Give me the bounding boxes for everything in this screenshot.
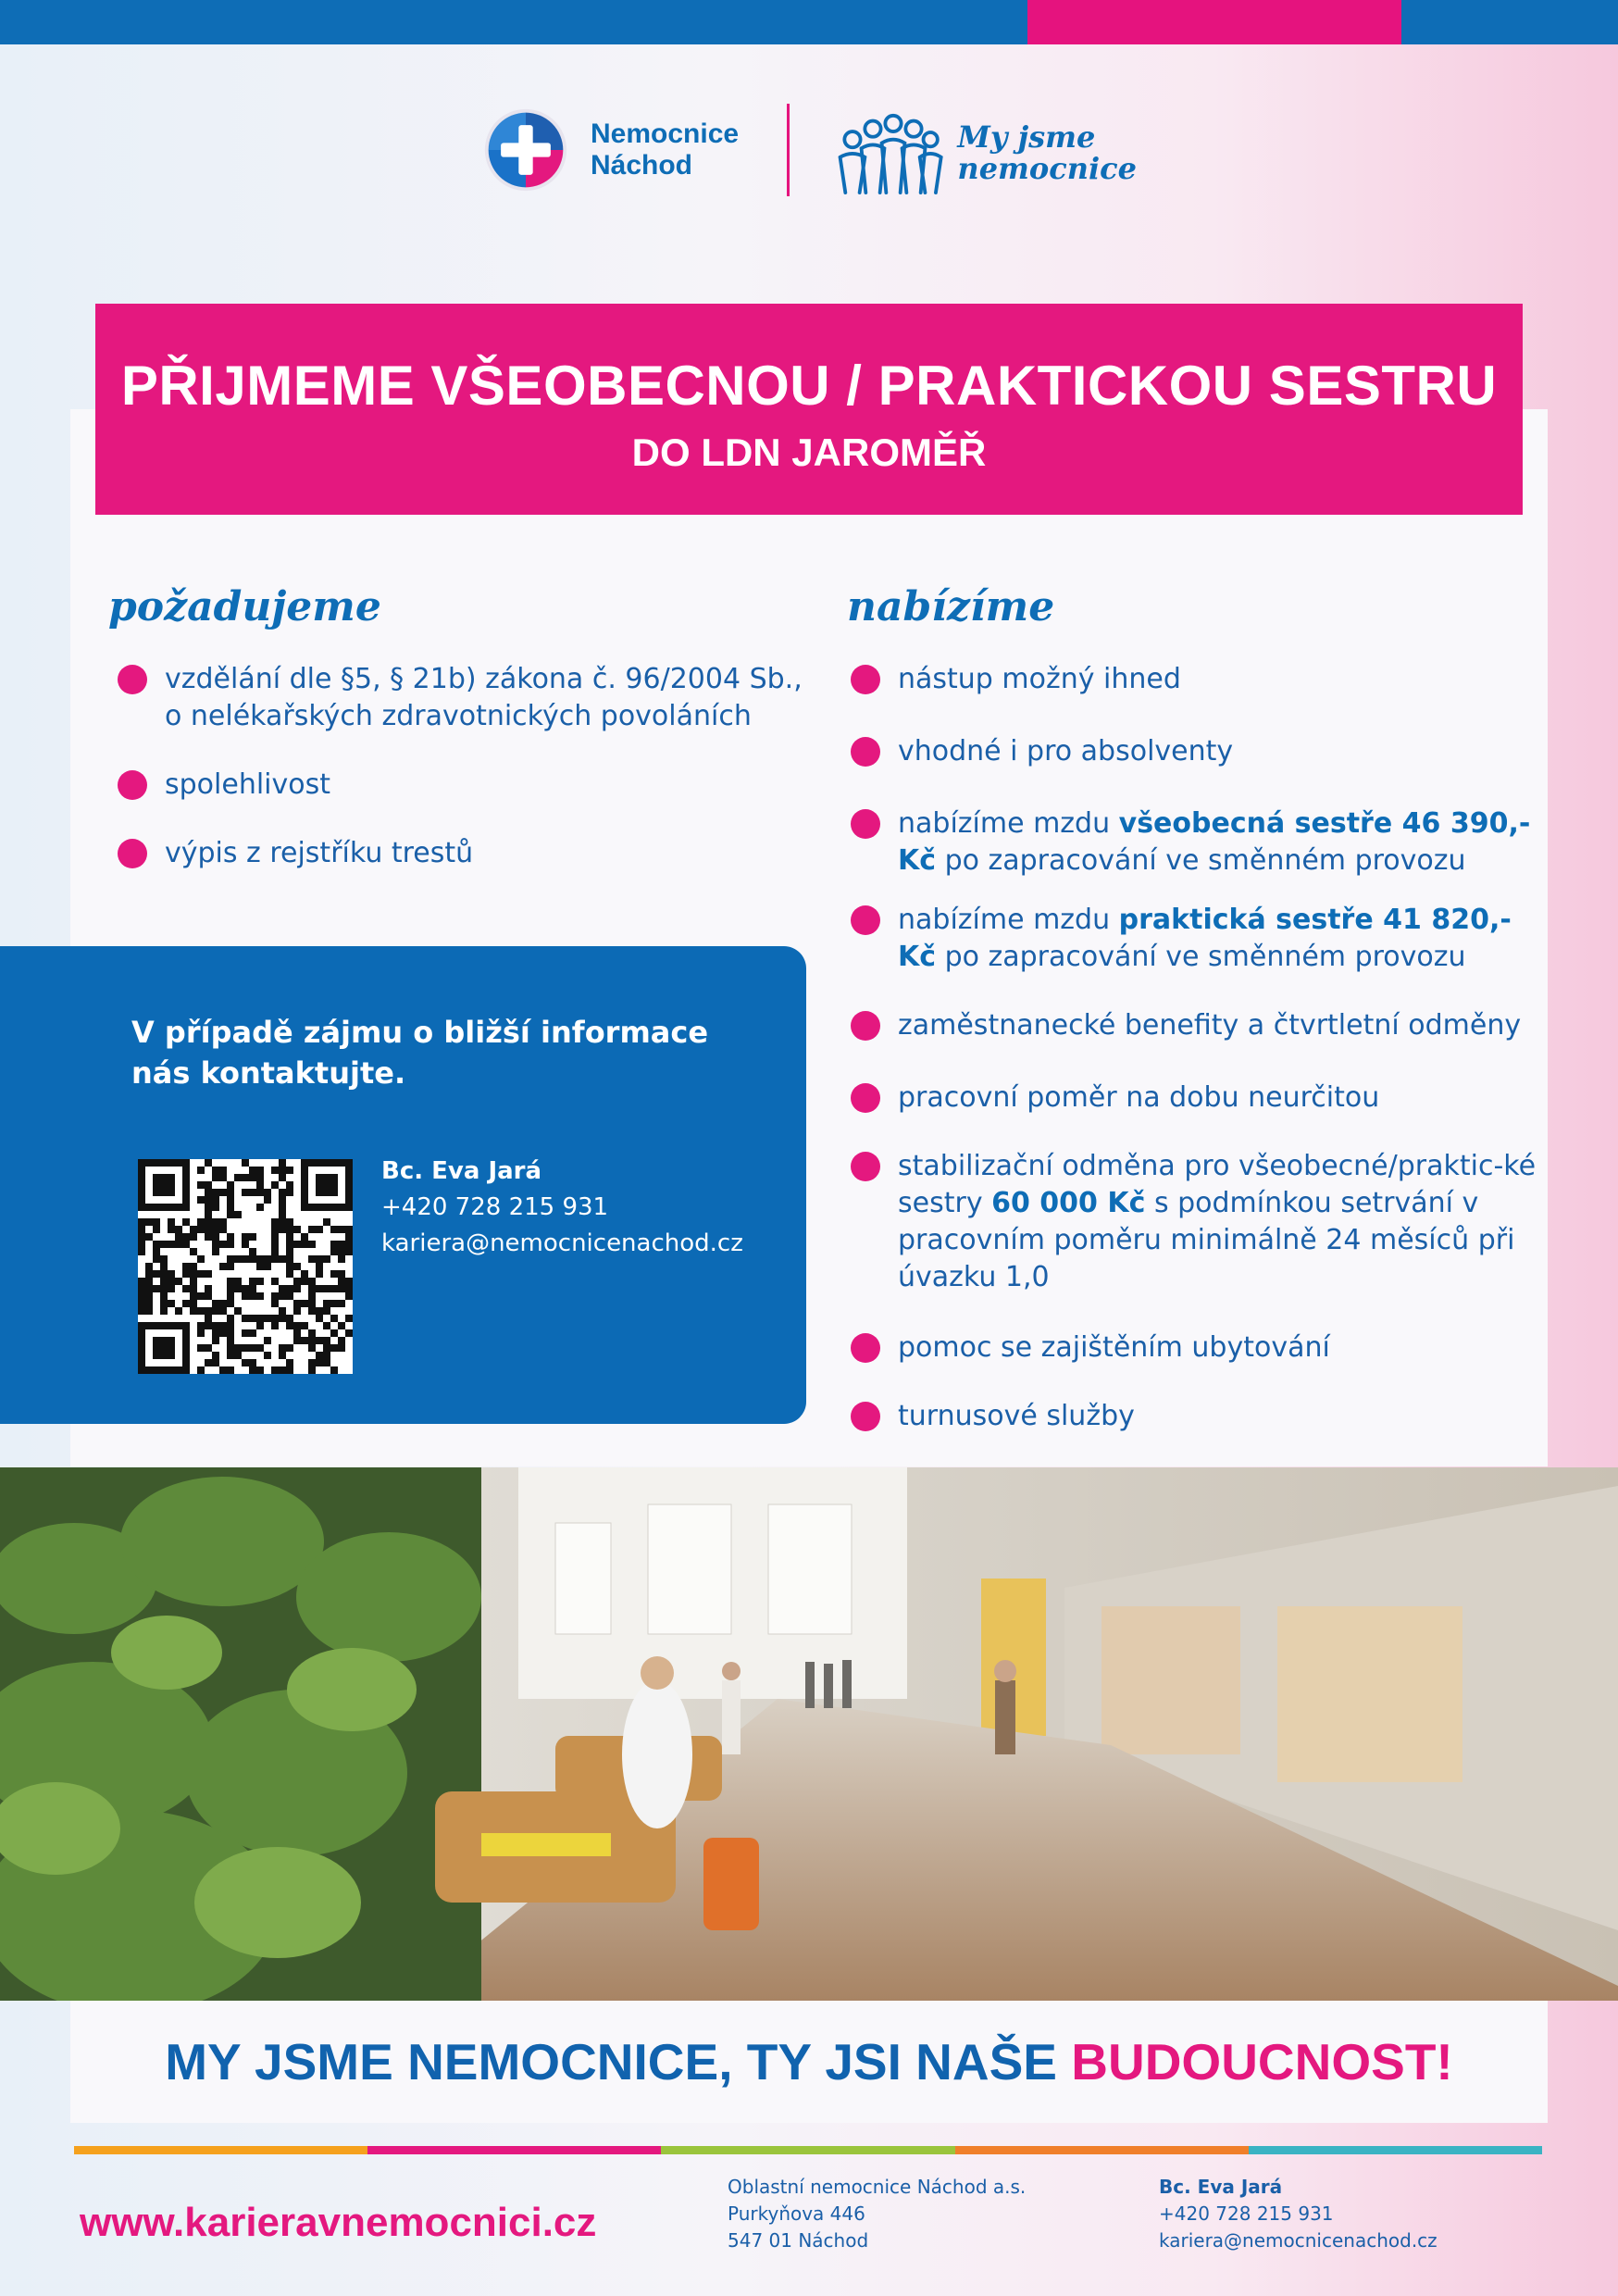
- requirements-heading: požadujeme: [108, 583, 381, 630]
- contact-person: [381, 1154, 743, 1262]
- top-bar-accent: [1027, 0, 1401, 44]
- hospital-logo: [481, 104, 778, 196]
- stripe-segment: [955, 2146, 1249, 2154]
- list-item: [851, 805, 1554, 880]
- offer-text: pracovní poměr na dobu neurčitou: [898, 1081, 1380, 1114]
- footer-contact-name: Bc. Eva Jará: [1159, 2176, 1283, 2198]
- offer-text: po zapracování ve směnném provozu: [936, 941, 1466, 973]
- slogan-main: MY JSME NEMOCNICE, TY JSI NAŠE: [165, 2033, 1072, 2090]
- offer-salary: praktická sestře 41 820,- Kč: [898, 904, 1512, 973]
- contact-intro: V případě zájmu o bližší informace nás kontaktujte.: [131, 1015, 709, 1091]
- list-item: [851, 1007, 1554, 1044]
- contact-phone[interactable]: +420 728 215 931: [381, 1193, 609, 1221]
- qr-code[interactable]: [138, 1159, 353, 1374]
- list-item: [851, 733, 1554, 770]
- hospital-hall-photo: [0, 1467, 1618, 2001]
- footer-contact-email[interactable]: kariera@nemocnicenachod.cz: [1159, 2229, 1438, 2252]
- list-item: [851, 1329, 1554, 1366]
- page-subtitle: DO LDN JAROMĚŘ: [631, 430, 987, 474]
- footer-contact: [1159, 2174, 1438, 2254]
- page-title: PŘIJMEME VŠEOBECNOU / PRAKTICKOU SESTRU: [120, 355, 1498, 417]
- offer-text: vhodné i pro absolventy: [898, 735, 1234, 767]
- offer-text: pomoc se zajištěním ubytování: [898, 1331, 1330, 1364]
- hospital-logo-text: Nemocnice Náchod: [591, 119, 740, 181]
- requirements-list: [118, 661, 821, 904]
- footer-color-stripe: [74, 2146, 1542, 2154]
- offer-salary: všeobecná sestře 46 390,- Kč: [898, 807, 1531, 877]
- list-item: [851, 1148, 1554, 1296]
- offer-text: stabilizační odměna pro všeobecné/praktic-ké sestry: [898, 1150, 1537, 1219]
- website-link[interactable]: www.karieravnemocnici.cz: [80, 2200, 597, 2245]
- offer-text: po zapracování ve směnném provozu: [936, 844, 1466, 877]
- stripe-segment: [1249, 2146, 1542, 2154]
- list-item: [851, 902, 1554, 976]
- list-item: [851, 1079, 1554, 1117]
- offer-bonus: 60 000 Kč: [991, 1187, 1146, 1219]
- offer-text: zaměstnanecké benefity a čtvrtletní odměny: [898, 1009, 1522, 1042]
- list-item: [851, 661, 1554, 698]
- company-city: 547 01 Náchod: [728, 2229, 869, 2252]
- company-name: Oblastní nemocnice Náchod a.s.: [728, 2176, 1027, 2198]
- list-item: spolehlivost: [118, 767, 821, 804]
- company-address: [728, 2174, 1026, 2254]
- stripe-segment: [74, 2146, 367, 2154]
- slogan-highlight: BUDOUCNOST!: [1071, 2033, 1453, 2090]
- offers-list: [851, 661, 1554, 1435]
- logo-divider: [787, 104, 790, 196]
- offer-text: nabízíme mzdu: [898, 807, 1119, 840]
- slogan: [70, 2032, 1548, 2091]
- stripe-segment: [367, 2146, 661, 2154]
- contact-name: Bc. Eva Jará: [381, 1157, 542, 1185]
- campaign-logo: [831, 102, 1137, 204]
- title-banner: [95, 304, 1523, 515]
- stripe-segment: [661, 2146, 954, 2154]
- offer-text: nabízíme mzdu: [898, 904, 1119, 936]
- offer-text: nástup možný ihned: [898, 663, 1181, 695]
- list-item: [851, 1398, 1554, 1435]
- company-street: Purkyňova 446: [728, 2202, 865, 2225]
- offer-text: s podmínkou setrvání v pracovním poměru minimálně 24 měsíců při úvazku 1,0: [898, 1187, 1515, 1293]
- offer-text: turnusové služby: [898, 1400, 1135, 1432]
- list-item: vzdělání dle §5, § 21b) zákona č. 96/2004 Sb., o nelékařských zdravotnických povoláních: [118, 661, 821, 735]
- footer-contact-phone[interactable]: +420 728 215 931: [1159, 2202, 1334, 2225]
- campaign-logo-text: My jsme nemocnice: [957, 119, 1137, 186]
- hospital-cross-icon: [481, 106, 570, 194]
- offers-heading: nabízíme: [847, 583, 1055, 630]
- contact-email[interactable]: kariera@nemocnicenachod.cz: [381, 1229, 743, 1257]
- people-group-icon: [831, 102, 946, 204]
- list-item: výpis z rejstříku trestů: [118, 835, 821, 872]
